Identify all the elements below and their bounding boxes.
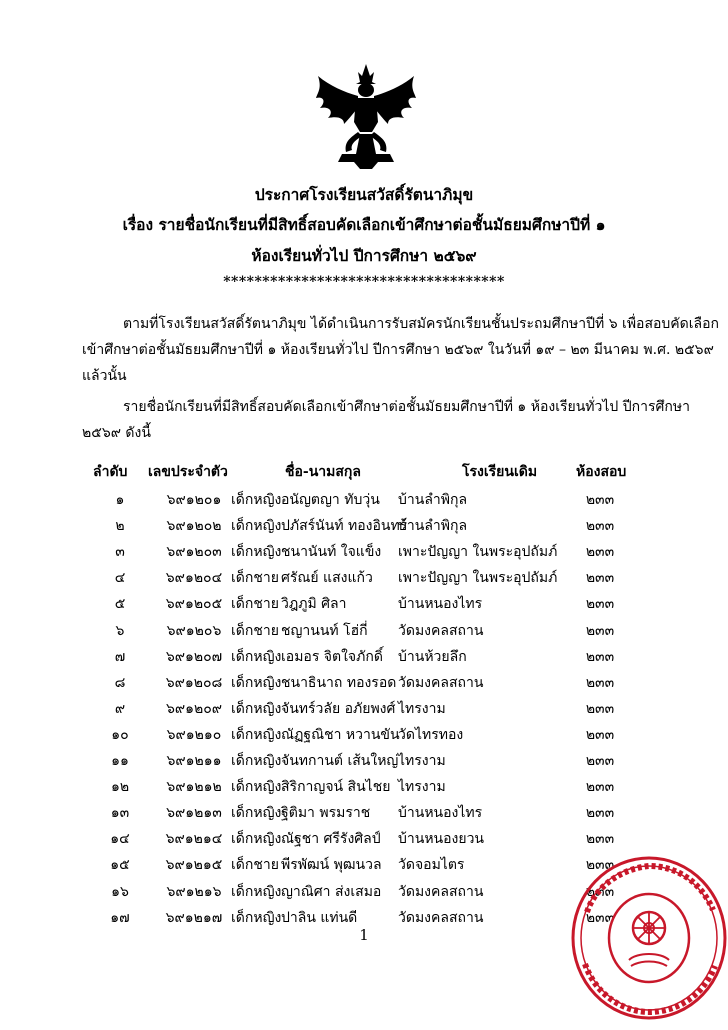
student-title: เด็กชาย bbox=[231, 857, 279, 874]
student-id: ๖๙๑๒๐๔ bbox=[165, 570, 223, 587]
table-row bbox=[0, 593, 728, 619]
row-number: ๑๑ bbox=[111, 753, 129, 769]
student-title: เด็กหญิง bbox=[231, 648, 282, 665]
student-title: เด็กหญิง bbox=[231, 726, 282, 743]
column-header-no: ลำดับ bbox=[93, 464, 128, 480]
previous-school: ไทรงาม bbox=[398, 779, 446, 796]
student-title: เด็กหญิง bbox=[231, 492, 282, 508]
row-number: ๒ bbox=[115, 518, 125, 535]
student-id: ๖๙๑๒๐๒ bbox=[166, 518, 222, 535]
student-title: เด็กหญิง bbox=[231, 753, 282, 769]
student-title: เด็กหญิง bbox=[231, 518, 282, 535]
student-id: ๖๙๑๒๑๒ bbox=[166, 779, 222, 796]
student-id: ๖๙๑๒๑๑ bbox=[166, 753, 222, 769]
student-id: ๖๙๑๒๐๕ bbox=[165, 596, 223, 613]
student-name: ปภัสร์นันท์ ทองอินทร์ bbox=[281, 518, 408, 535]
official-seal-stamp bbox=[567, 852, 728, 1022]
table-row bbox=[0, 802, 728, 828]
previous-school: บ้านหนองไทร bbox=[398, 805, 483, 822]
table-row bbox=[0, 541, 728, 567]
paragraph-1-line-2: เข้าศึกษาต่อชั้นมัธยมศึกษาปีที่ ๑ ห้องเรียนทั่วไป ปีการศึกษา ๒๕๖๙ ในวันที่ ๑๙ – ๒๓ มีนาคม พ.ศ. ๒๕๖๙ bbox=[82, 342, 714, 358]
exam-room: ๒๓๓ bbox=[585, 831, 615, 848]
student-id: ๖๙๑๒๑๓ bbox=[166, 805, 222, 822]
previous-school: บ้านลำพิกุล bbox=[398, 518, 468, 535]
student-name: ญาณิศา ส่งเสมอ bbox=[281, 883, 382, 900]
exam-room: ๒๓๓ bbox=[585, 857, 615, 874]
row-number: ๘ bbox=[114, 674, 126, 691]
student-name: ชญานนท์ โฮ่กี่ bbox=[281, 622, 368, 639]
row-number: ๙ bbox=[114, 700, 126, 717]
column-header-id: เลขประจำตัว bbox=[148, 464, 228, 480]
previous-school: บ้านลำพิกุล bbox=[398, 492, 468, 508]
exam-room: ๒๓๓ bbox=[585, 726, 615, 743]
student-name: เอมอร จิตใจภักดิ์ bbox=[281, 648, 383, 665]
student-name: จันทกานต์ เส้นใหญ่ bbox=[281, 753, 399, 769]
row-number: ๑๓ bbox=[110, 805, 130, 822]
page-number: 1 bbox=[359, 926, 369, 944]
previous-school: ไทรงาม bbox=[398, 753, 446, 769]
student-id: ๖๙๑๒๐๙ bbox=[165, 700, 223, 717]
student-name: ปาลิน แท่นดี bbox=[281, 909, 358, 926]
student-name: ณัฏฐณิชา หวานขัน bbox=[281, 726, 400, 743]
student-name: ชนานันท์ ใจแข็ง bbox=[281, 544, 382, 561]
table-row bbox=[0, 489, 728, 515]
exam-room: ๒๓๓ bbox=[585, 779, 615, 796]
paragraph-1-line-3: แล้วนั้น bbox=[82, 368, 127, 384]
previous-school: วัดมงคลสถาน bbox=[398, 622, 484, 639]
student-title: เด็กหญิง bbox=[231, 805, 282, 822]
previous-school: วัดไทรทอง bbox=[398, 726, 464, 743]
exam-room: ๒๓๓ bbox=[585, 596, 615, 613]
row-number: ๗ bbox=[114, 648, 126, 665]
exam-room: ๒๓๓ bbox=[585, 570, 615, 587]
exam-room: ๒๓๓ bbox=[585, 518, 615, 535]
student-id: ๖๙๑๒๐๗ bbox=[165, 648, 223, 665]
student-id: ๖๙๑๒๑๖ bbox=[166, 883, 222, 900]
column-header-room: ห้องสอบ bbox=[576, 464, 627, 480]
paragraph-2-line-1: รายชื่อนักเรียนที่มีสิทธิ์สอบคัดเลือกเข้าศึกษาต่อชั้นมัธยมศึกษาปีที่ ๑ ห้องเรียนทั่วไป ปีการศึกษา bbox=[123, 399, 690, 415]
previous-school: บ้านหนองยวน bbox=[398, 831, 484, 848]
previous-school: บ้านหนองไทร bbox=[398, 596, 483, 613]
table-row bbox=[0, 828, 728, 854]
student-id: ๖๙๑๒๑๐ bbox=[166, 726, 222, 743]
announcement-subject: เรื่อง รายชื่อนักเรียนที่มีสิทธิ์สอบคัดเลือกเข้าศึกษาต่อชั้นมัธยมศึกษาปีที่ ๑ bbox=[122, 215, 606, 234]
row-number: ๔ bbox=[114, 570, 126, 587]
column-header-name: ชื่อ-นามสกุล bbox=[285, 464, 361, 480]
table-row bbox=[0, 672, 728, 698]
table-row bbox=[0, 698, 728, 724]
student-title: เด็กหญิง bbox=[231, 700, 282, 717]
previous-school: บ้านห้วยลึก bbox=[398, 648, 467, 665]
previous-school: วัดมงคลสถาน bbox=[398, 674, 484, 691]
exam-room: ๒๓๓ bbox=[585, 674, 615, 691]
student-name: ฐิติมา พรมราช bbox=[281, 805, 371, 822]
exam-room: ๒๓๓ bbox=[585, 909, 615, 926]
previous-school: เพาะปัญญา ในพระอุปถัมภ์ bbox=[398, 570, 558, 587]
student-id: ๖๙๑๒๑๗ bbox=[165, 909, 223, 926]
previous-school: เพาะปัญญา ในพระอุปถัมภ์ bbox=[398, 544, 558, 561]
table-row bbox=[0, 724, 728, 750]
table-row bbox=[0, 620, 728, 646]
student-title: เด็กหญิง bbox=[231, 883, 282, 900]
student-id: ๖๙๑๒๐๖ bbox=[166, 622, 222, 639]
announcement-subtitle: ห้องเรียนทั่วไป ปีการศึกษา ๒๕๖๙ bbox=[251, 246, 477, 265]
previous-school: วัดจอมไตร bbox=[398, 857, 465, 874]
row-number: ๑๖ bbox=[111, 883, 129, 900]
row-number: ๑๐ bbox=[111, 726, 129, 743]
student-id: ๖๙๑๒๐๑ bbox=[166, 492, 222, 508]
exam-room: ๒๓๓ bbox=[585, 700, 615, 717]
paragraph-1-line-1: ตามที่โรงเรียนสวัสดิ์รัตนาภิมุข ได้ดำเนินการรับสมัครนักเรียนชั้นประถมศึกษาปีที่ ๖ เพื่อสอบคัดเลือก bbox=[123, 316, 720, 332]
row-number: ๖ bbox=[115, 622, 125, 639]
header-divider-stars: ************************************ bbox=[223, 274, 505, 290]
row-number: ๑๔ bbox=[110, 831, 130, 848]
student-title: เด็กหญิง bbox=[231, 909, 282, 926]
student-id: ๖๙๑๒๐๓ bbox=[166, 544, 222, 561]
exam-room: ๒๓๓ bbox=[585, 753, 615, 769]
previous-school: ไทรงาม bbox=[398, 700, 446, 717]
exam-room: ๒๓๓ bbox=[585, 805, 615, 822]
paragraph-2-line-2: ๒๕๖๙ ดังนี้ bbox=[82, 425, 151, 441]
exam-room: ๒๓๓ bbox=[585, 622, 615, 639]
student-title: เด็กชาย bbox=[231, 596, 279, 613]
exam-room: ๒๓๓ bbox=[585, 544, 615, 561]
student-title: เด็กชาย bbox=[231, 570, 279, 587]
student-title: เด็กหญิง bbox=[231, 831, 282, 848]
column-header-school: โรงเรียนเดิม bbox=[462, 464, 538, 480]
student-name: จันทร์วลัย อภัยพงศ์ bbox=[281, 700, 396, 717]
previous-school: วัดมงคลสถาน bbox=[398, 883, 484, 900]
student-title: เด็กหญิง bbox=[231, 544, 282, 561]
announcement-title: ประกาศโรงเรียนสวัสดิ์รัตนาภิมุข bbox=[254, 185, 474, 204]
student-name: ศรัณย์ แสงแก้ว bbox=[281, 570, 373, 587]
table-row bbox=[0, 750, 728, 776]
table-row bbox=[0, 567, 728, 593]
row-number: ๑๕ bbox=[110, 857, 130, 874]
row-number: ๓ bbox=[115, 544, 125, 561]
student-title: เด็กชาย bbox=[231, 622, 279, 639]
student-id: ๖๙๑๒๐๘ bbox=[165, 674, 223, 691]
student-name: พีรพัฒน์ พุฒนวล bbox=[281, 857, 382, 874]
student-title: เด็กหญิง bbox=[231, 779, 282, 796]
student-name: ณัฐชา ศรีรังศิลป์ bbox=[281, 831, 381, 848]
garuda-emblem bbox=[314, 62, 418, 170]
student-name: ชนาธินาถ ทองรอด bbox=[281, 674, 397, 691]
student-title: เด็กหญิง bbox=[231, 674, 282, 691]
exam-room: ๒๓๓ bbox=[585, 492, 615, 508]
student-name: อนัญตญา ทับวุ่น bbox=[281, 492, 380, 508]
student-id: ๖๙๑๒๑๕ bbox=[165, 857, 223, 874]
row-number: ๑๒ bbox=[110, 779, 130, 796]
exam-room: ๒๓๓ bbox=[585, 883, 615, 900]
student-name: วิฎภูมิ ศิลา bbox=[281, 596, 347, 613]
table-row bbox=[0, 776, 728, 802]
row-number: ๕ bbox=[114, 596, 126, 613]
table-row bbox=[0, 646, 728, 672]
exam-room: ๒๓๓ bbox=[585, 648, 615, 665]
table-row bbox=[0, 515, 728, 541]
row-number: ๑ bbox=[115, 492, 125, 508]
row-number: ๑๗ bbox=[110, 909, 130, 926]
student-name: สิริกาญจน์ สินไชย bbox=[281, 779, 391, 796]
student-id: ๖๙๑๒๑๔ bbox=[165, 831, 223, 848]
previous-school: วัดมงคลสถาน bbox=[398, 909, 484, 926]
